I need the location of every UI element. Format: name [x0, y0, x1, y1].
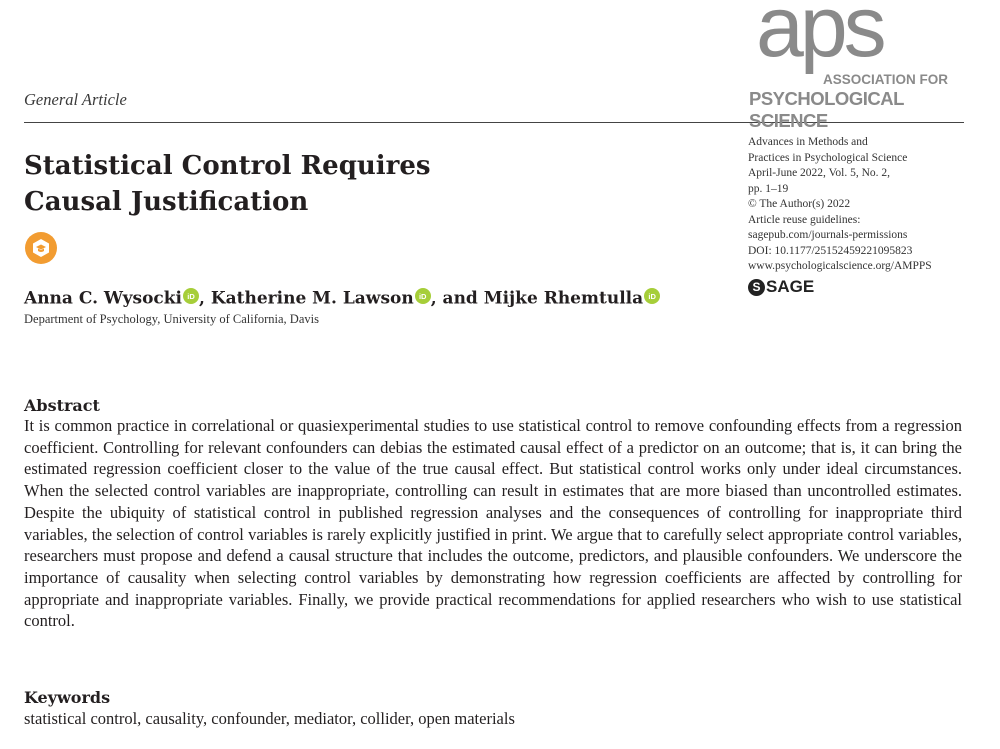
journal-info-line: April-June 2022, Vol. 5, No. 2, — [748, 167, 891, 179]
journal-info-line: Advances in Methods and — [748, 136, 868, 148]
journal-info-line: Practices in Psychological Science — [748, 151, 908, 164]
article-title-line2: Causal Justification — [24, 187, 309, 217]
sage-s-icon: S — [748, 279, 765, 296]
keywords-text: statistical control, causality, confounder, mediator, collider, open materials — [24, 709, 515, 728]
journal-info-line: pp. 1–19 — [748, 182, 789, 195]
article-title — [24, 148, 431, 220]
abstract-text: It is common practice in correlational or quasiexperimental studies to use statistical control to remove confounding effects from a regression coefficient. Controlling for relevant confounders can debias the estimated causal effect of a predictor on an outcome; that is, it can bring the estimated regression coefficient closer to the value of the true causal effect. But statistical control works only under ideal circumstances. When the selected control variables are inappropriate, controlling can result in estimates that are more biased than uncontrolled estimates. Despite the ubiquity of statistical control in published regression analyses and the consequences of controlling for inappropriate third variables, the selection of control variables is rarely explicitly justified in print. We argue that to carefully select appropriate control variables, researchers must propose and defend a causal structure that includes the outcome, predictors, and plausible confounders. We underscore the importance of causality when selecting control variables by demonstrating how regression coefficients are affected by controlling for appropriate and inappropriate variables. Finally, we provide practical recommendations for applied researchers who wish to use statistical control. — [24, 416, 962, 631]
author-separator: , — [199, 288, 211, 309]
journal-info-line: Article reuse guidelines: — [748, 213, 861, 226]
journal-info — [748, 135, 932, 275]
aps-logo — [740, 0, 960, 131]
sage-logo — [748, 277, 814, 297]
article-category: General Article — [24, 90, 127, 109]
author-name: Katherine M. Lawson — [210, 288, 414, 309]
author-separator: , and — [430, 288, 484, 309]
open-materials-badge-icon[interactable] — [25, 232, 57, 264]
author-name: Anna C. Wysocki — [24, 288, 183, 309]
doi-link[interactable]: DOI: 10.1177/25152459221095823 — [748, 244, 913, 257]
aps-logo-word: aps — [756, 0, 883, 75]
aps-logo-line1: ASSOCIATION FOR — [823, 72, 949, 87]
author-name: Mijke Rhemtulla — [483, 288, 644, 309]
author-list — [24, 288, 660, 309]
keywords-heading: Keywords — [24, 688, 111, 707]
journal-info-line: © The Author(s) 2022 — [748, 198, 851, 210]
aps-logo-line2: PSYCHOLOGICAL SCIENCE — [749, 88, 904, 131]
article-title-line1: Statistical Control Requires — [24, 151, 431, 181]
orcid-icon[interactable]: iD — [183, 288, 199, 304]
abstract-heading: Abstract — [24, 396, 100, 415]
journal-website-link[interactable]: www.psychologicalscience.org/AMPPS — [748, 260, 932, 272]
orcid-icon[interactable]: iD — [644, 288, 660, 304]
author-affiliation: Department of Psychology, University of California, Davis — [24, 312, 319, 326]
permissions-link[interactable]: sagepub.com/journals-permissions — [748, 229, 908, 241]
orcid-icon[interactable]: iD — [415, 288, 431, 304]
badge-glyph-icon — [30, 237, 52, 259]
sage-wordmark: SAGE — [766, 277, 815, 296]
